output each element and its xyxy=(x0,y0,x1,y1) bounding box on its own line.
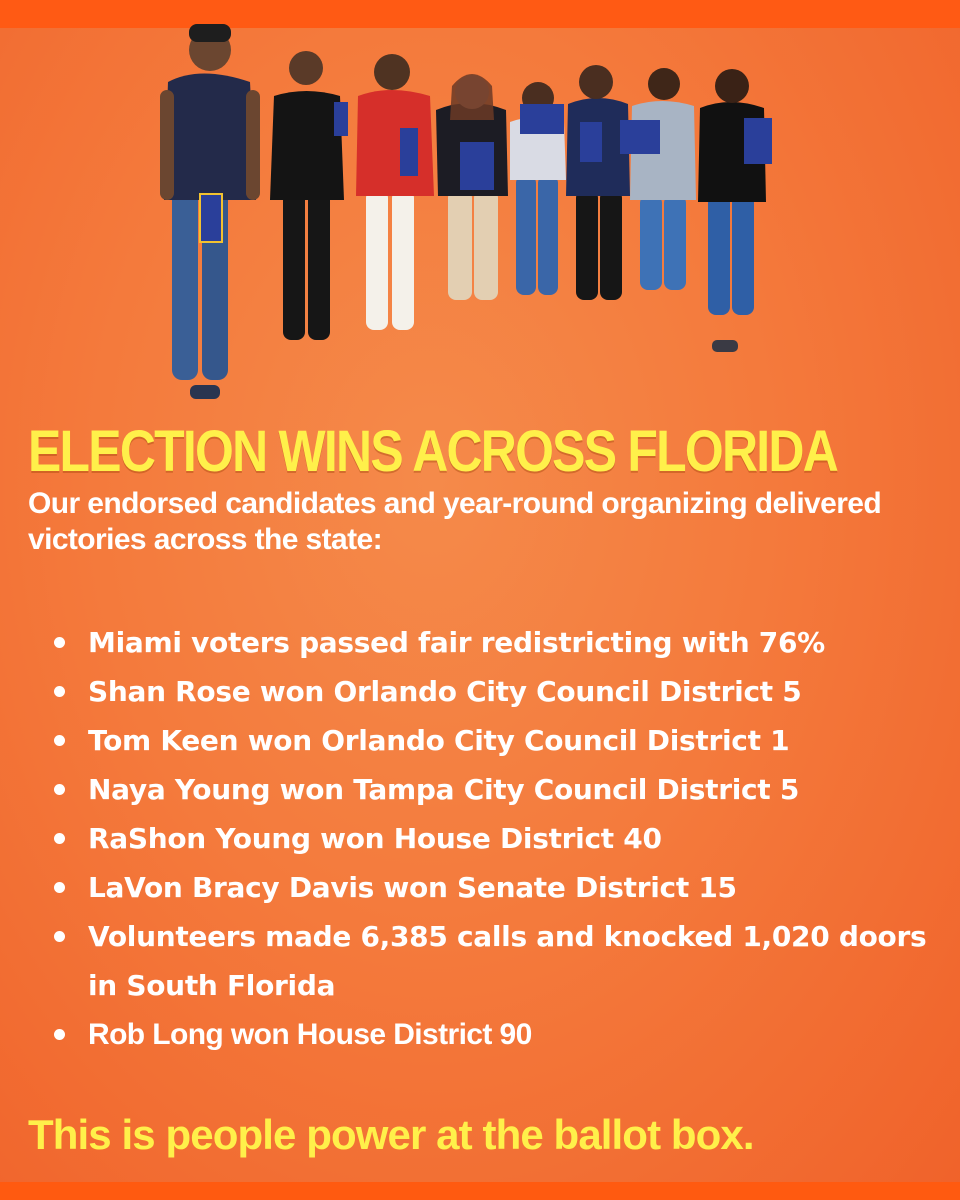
bullet-icon xyxy=(54,735,65,746)
list-item xyxy=(52,667,942,716)
list-item xyxy=(52,863,942,912)
list-item xyxy=(52,1010,942,1059)
list-item xyxy=(52,814,942,863)
tagline: This is people power at the ballot box. xyxy=(28,1111,754,1158)
bullet-icon xyxy=(54,784,65,795)
list-item xyxy=(52,765,942,814)
volunteer-5 xyxy=(510,82,566,295)
volunteer-6 xyxy=(566,65,630,300)
bullet-icon xyxy=(54,882,65,893)
bullet-icon xyxy=(54,1029,65,1040)
list-item xyxy=(52,618,942,667)
list-item-text: Tom Keen won Orlando City Council District 1 xyxy=(88,724,790,757)
volunteer-7 xyxy=(620,68,696,290)
volunteer-1 xyxy=(160,24,260,399)
headline: ELECTION WINS ACROSS FLORIDA xyxy=(28,419,838,484)
volunteer-3 xyxy=(356,54,434,330)
bullet-icon xyxy=(54,833,65,844)
bullet-icon xyxy=(54,931,65,942)
list-item-text: Volunteers made 6,385 calls and knocked 1,020 doors in South Florida xyxy=(88,920,927,1002)
bullet-icon xyxy=(54,686,65,697)
list-item-text: LaVon Bracy Davis won Senate District 15 xyxy=(88,871,737,904)
bottom-accent-bar xyxy=(0,1182,960,1200)
election-wins-list xyxy=(52,618,942,1059)
volunteer-4 xyxy=(436,74,508,300)
list-item xyxy=(52,912,942,1010)
intro-text: Our endorsed candidates and year-round organizing delivered victories across the state: xyxy=(28,487,882,556)
list-item-text: Miami voters passed fair redistricting with 76% xyxy=(88,626,825,659)
list-item xyxy=(52,716,942,765)
volunteer-group-photo xyxy=(160,10,790,410)
list-item-text: RaShon Young won House District 40 xyxy=(88,822,662,855)
list-item-text: Shan Rose won Orlando City Council District 5 xyxy=(88,675,802,708)
volunteer-2 xyxy=(270,51,348,340)
list-item-text: Naya Young won Tampa City Council District 5 xyxy=(88,773,800,806)
bullet-icon xyxy=(54,637,65,648)
volunteer-8 xyxy=(698,69,772,352)
list-item-text: Rob Long won House District 90 xyxy=(88,1018,532,1051)
